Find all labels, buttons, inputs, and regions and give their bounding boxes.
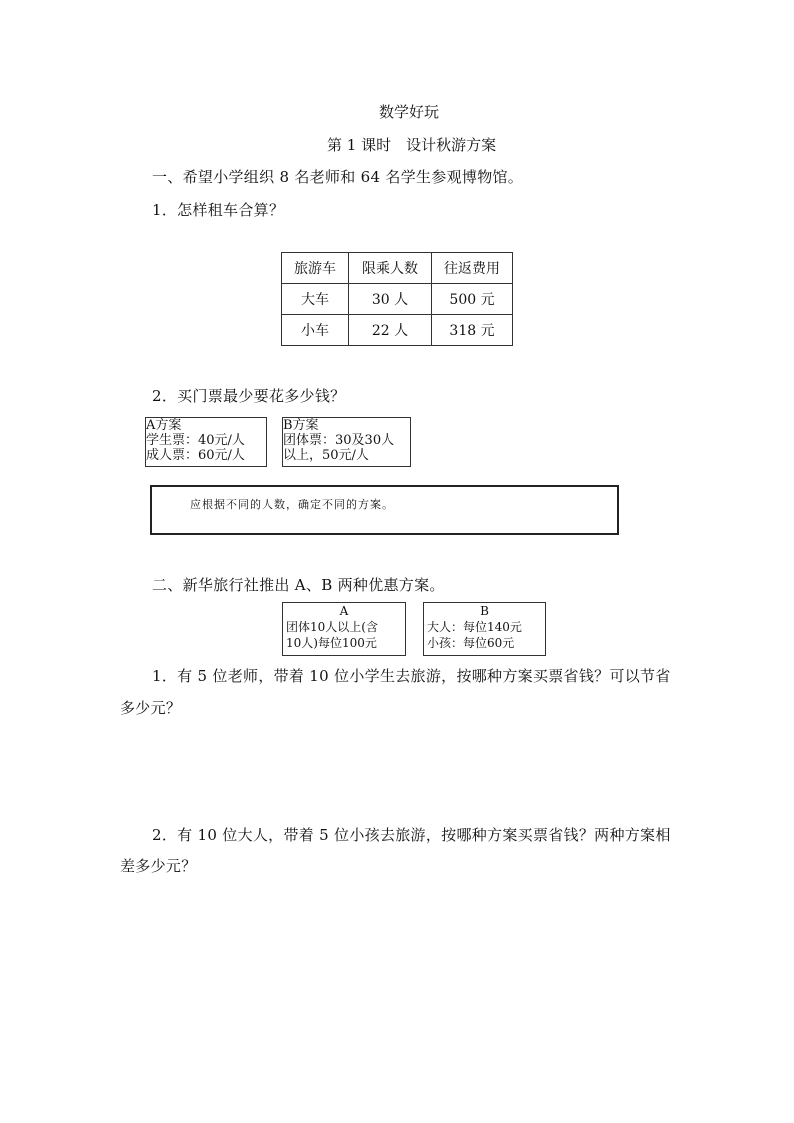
page-title: 数学好玩: [379, 103, 440, 121]
offer-b-title: B: [480, 604, 489, 618]
table-cell: 318 元: [432, 315, 513, 346]
section2-question2-line2: 差多少元？: [120, 857, 197, 875]
plan-b-title: B方案: [283, 418, 319, 433]
offer-a-line1: 团体10人以上(含: [286, 620, 378, 634]
table-row: [282, 284, 513, 315]
offer-b-box: [423, 602, 546, 656]
section1-heading: 一、希望小学组织 8 名老师和 64 名学生参观博物馆。: [152, 168, 524, 186]
plan-b-line2: 以上，50元/人: [283, 448, 369, 463]
table-cell: 30 人: [349, 284, 432, 315]
offer-a-title: A: [339, 604, 349, 618]
lesson-subtitle: 第 1 课时 设计秋游方案: [327, 136, 497, 154]
table-header-row: [282, 253, 513, 284]
offer-a-box: [282, 602, 406, 656]
section2-heading: 二、新华旅行社推出 A、B 两种优惠方案。: [152, 576, 445, 594]
ticket-plan-a-box: [145, 417, 267, 467]
table-cell: 大车: [282, 284, 349, 315]
table-cell: 500 元: [432, 284, 513, 315]
table-cell: 22 人: [349, 315, 432, 346]
section1-question1: 1．怎样租车合算？: [152, 201, 285, 219]
section2-question1-line1: 1．有 5 位老师，带着 10 位小学生去旅游，按哪种方案买票省钱？可以节省: [152, 667, 671, 685]
plan-a-line2: 成人票：60元/人: [146, 448, 245, 463]
offer-a-line2: 10人)每位100元: [286, 636, 377, 650]
table-cell: 小车: [282, 315, 349, 346]
table-row: [282, 315, 513, 346]
section1-question2: 2．买门票最少要花多少钱？: [152, 387, 346, 405]
plan-a-line1: 学生票：40元/人: [146, 433, 245, 448]
hint-text: 应根据不同的人数，确定不同的方案。: [190, 498, 394, 511]
plan-a-title: A方案: [146, 418, 182, 433]
table-header-cell: 往返费用: [432, 253, 513, 284]
hint-box: [150, 485, 619, 535]
section2-question1-line2: 多少元？: [120, 699, 182, 717]
ticket-plan-b-box: [282, 417, 411, 467]
plan-b-line1: 团体票：30及30人: [283, 433, 395, 448]
bus-fare-table: [281, 252, 513, 346]
table-header-cell: 限乘人数: [349, 253, 432, 284]
section2-question2-line1: 2．有 10 位大人，带着 5 位小孩去旅游，按哪种方案买票省钱？两种方案相: [152, 826, 671, 844]
offer-b-line1: 大人：每位140元: [427, 620, 522, 634]
table-header-cell: 旅游车: [282, 253, 349, 284]
offer-b-line2: 小孩：每位60元: [427, 636, 515, 650]
